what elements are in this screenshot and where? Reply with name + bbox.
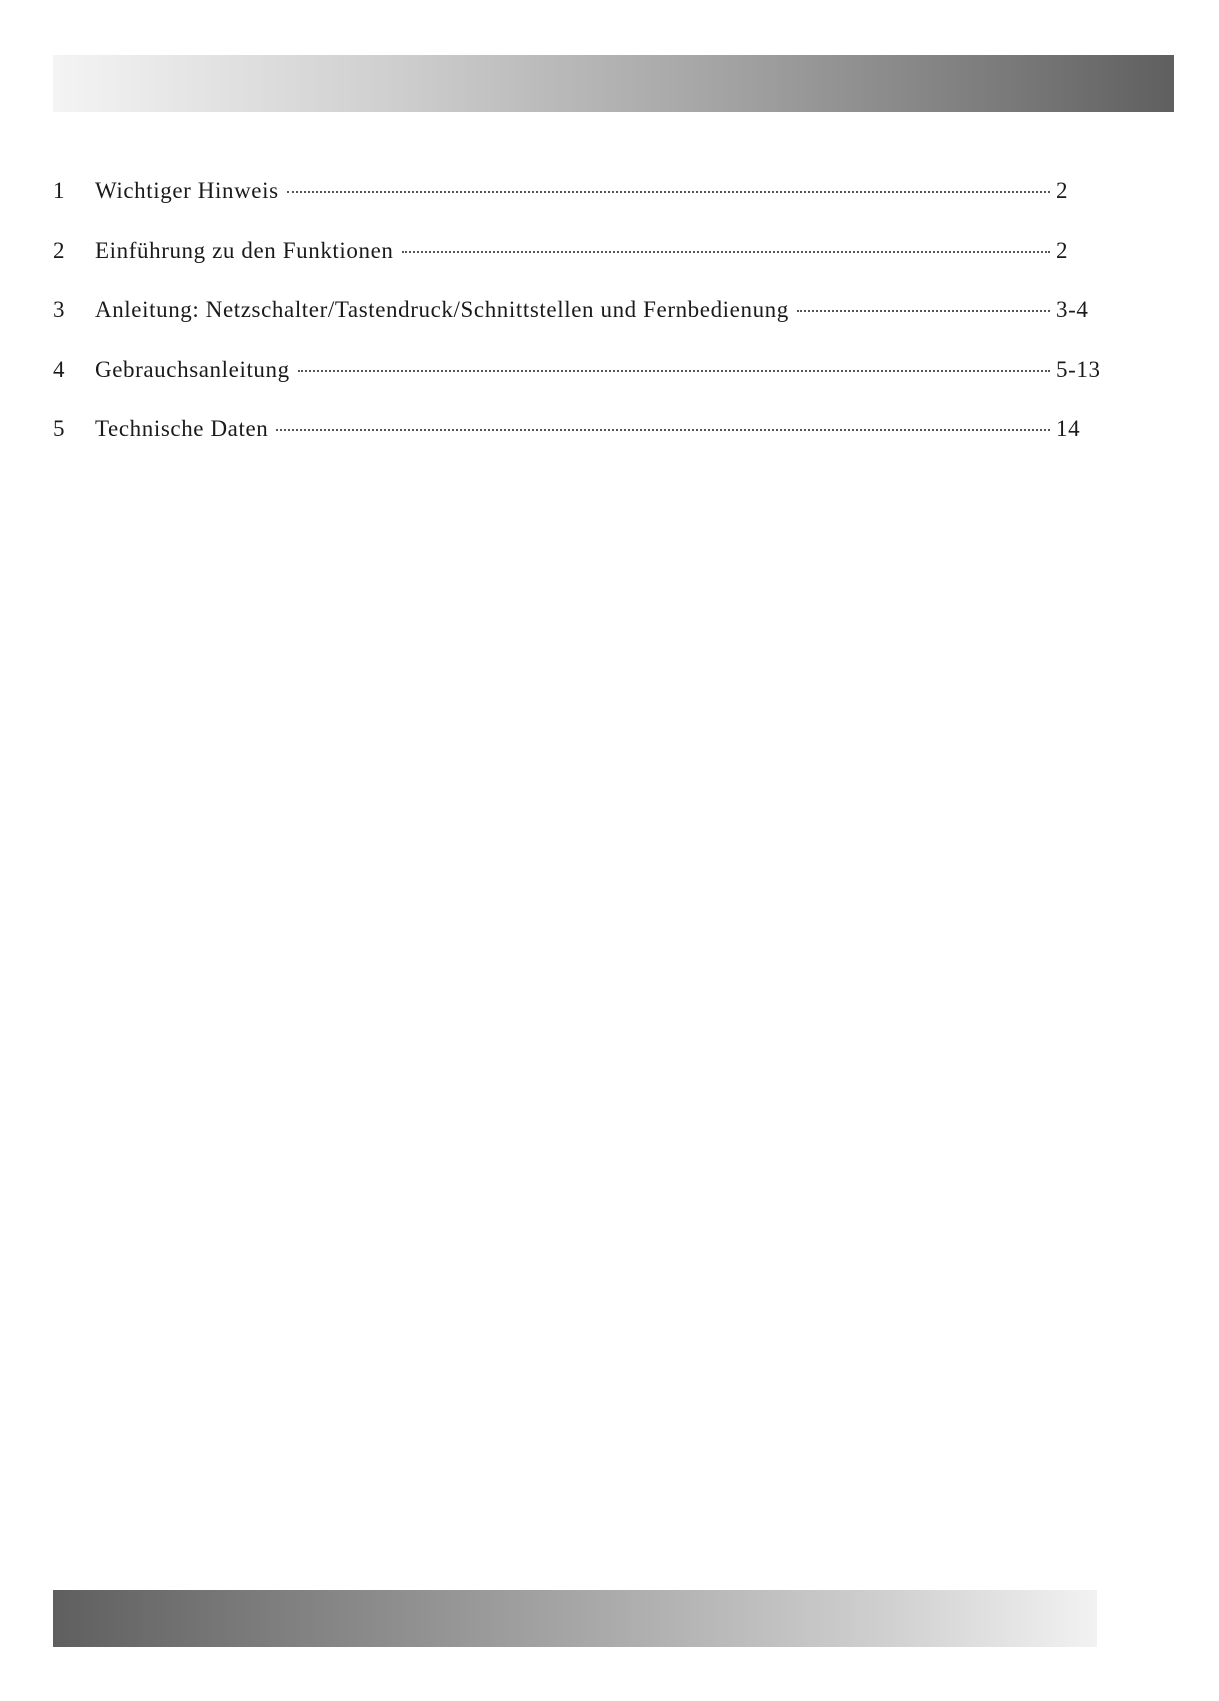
toc-dot-leader	[287, 191, 1050, 193]
toc-entry-page: 3-4	[1056, 297, 1089, 322]
toc-entry[interactable]	[53, 357, 1108, 417]
toc-entry-title: Wichtiger Hinweis	[95, 178, 279, 203]
toc-entry-number: 5	[53, 416, 66, 441]
toc-entry-title: Gebrauchsanleitung	[95, 356, 290, 382]
toc-entry-page: 2	[1056, 237, 1069, 263]
toc-entry[interactable]	[53, 238, 1108, 298]
toc-entry[interactable]	[53, 178, 1108, 238]
toc-entry[interactable]	[53, 297, 1108, 357]
toc-entry[interactable]	[53, 416, 1108, 476]
toc-entry-number: 2	[53, 237, 66, 263]
toc-dot-leader	[276, 429, 1050, 431]
toc-entry-title: Anleitung: Netzschalter/Tastendruck/Schnittstellen und Fernbedienung	[95, 297, 789, 322]
toc-dot-leader	[402, 251, 1050, 253]
toc-entry-number: 4	[53, 356, 66, 382]
toc-entry-page: 14	[1056, 416, 1081, 441]
toc-entry-number: 1	[53, 178, 66, 203]
footer-gradient-bar	[53, 1590, 1097, 1647]
toc-entry-title: Technische Daten	[95, 416, 269, 441]
header-gradient-bar	[53, 55, 1174, 112]
toc-entry-title: Einführung zu den Funktionen	[95, 237, 394, 263]
toc-dot-leader	[797, 310, 1050, 312]
toc-entry-number: 3	[53, 297, 66, 322]
toc-entry-page: 2	[1056, 178, 1069, 203]
toc-dot-leader	[298, 370, 1050, 372]
table-of-contents	[53, 178, 1108, 476]
toc-entry-page: 5-13	[1056, 356, 1101, 382]
